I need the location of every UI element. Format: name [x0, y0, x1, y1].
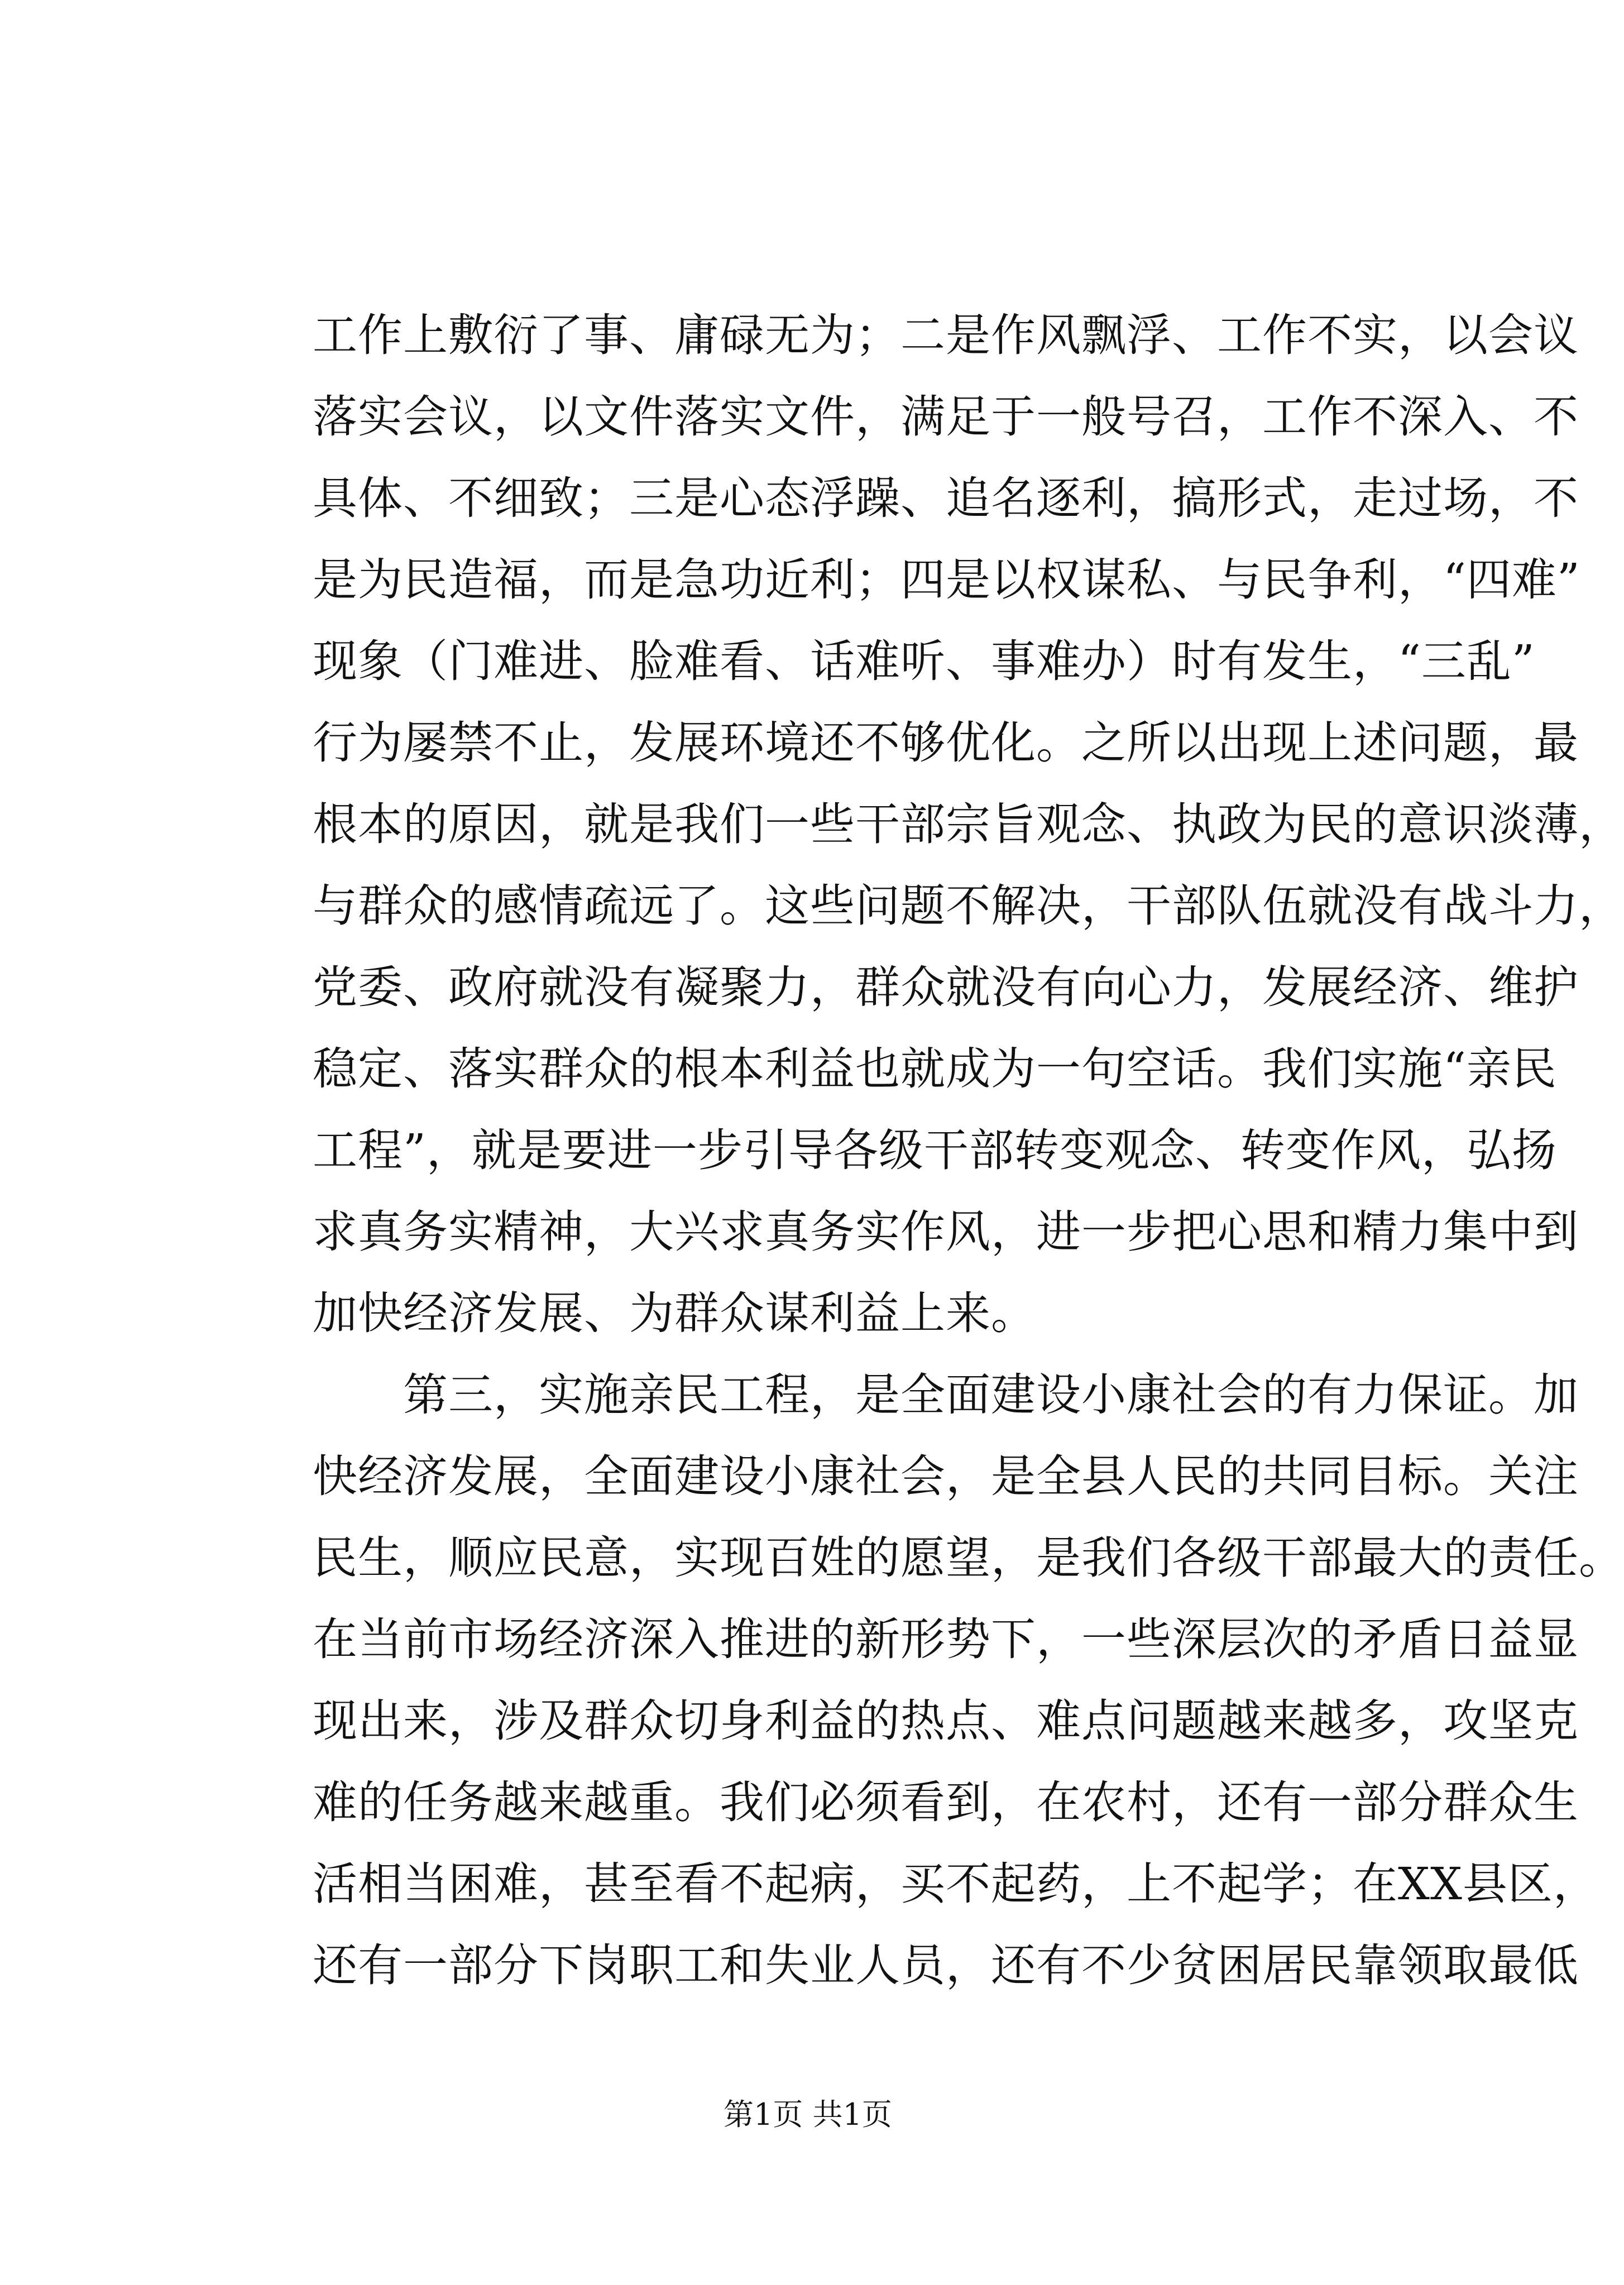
- text-line: 快经济发展，全面建设小康社会，是全县人民的共同目标。关注: [313, 1450, 1579, 1502]
- text-line: 工程”，就是要进一步引导各级干部转变观念、转变作风，弘扬: [313, 1124, 1557, 1176]
- paragraph-end-line: 加快经济发展、为群众谋利益上来。: [313, 1287, 1036, 1339]
- text-line: 具体、不细致；三是心态浮躁、追名逐利，搞形式，走过场，不: [313, 472, 1579, 524]
- text-line: 工作上敷衍了事、庸碌无为；二是作风飘浮、工作不实，以会议: [313, 309, 1579, 361]
- text-line: 民生，顺应民意，实现百姓的愿望，是我们各级干部最大的责任。: [313, 1532, 1624, 1584]
- text-line: 行为屡禁不止，发展环境还不够优化。之所以出现上述问题，最: [313, 717, 1579, 769]
- text-line: 根本的原因，就是我们一些干部宗旨观念、执政为民的意识淡薄，: [313, 798, 1624, 850]
- page-footer: 第1页 共1页: [724, 2097, 892, 2132]
- document-body: [313, 295, 1624, 2006]
- text-line: 还有一部分下岗职工和失业人员，还有不少贫困居民靠领取最低: [313, 1939, 1579, 1991]
- text-line: 与群众的感情疏远了。这些问题不解决，干部队伍就没有战斗力，: [313, 880, 1624, 932]
- text-line: 求真务实精神，大兴求真务实作风，进一步把心思和精力集中到: [313, 1206, 1579, 1258]
- text-line: 现出来，涉及群众切身利益的热点、难点问题越来越多，攻坚克: [313, 1695, 1579, 1747]
- text-line: 活相当困难，甚至看不起病，买不起药，上不起学；在XX县区，: [313, 1858, 1598, 1910]
- text-line: 党委、政府就没有凝聚力，群众就没有向心力，发展经济、维护: [313, 961, 1579, 1013]
- text-line: 难的任务越来越重。我们必须看到，在农村，还有一部分群众生: [313, 1776, 1579, 1828]
- text-line: 现象（门难进、脸难看、话难听、事难办）时有发生，“三乱”: [313, 635, 1535, 687]
- text-line: 在当前市场经济深入推进的新形势下，一些深层次的矛盾日益显: [313, 1613, 1579, 1665]
- paragraph-start-line: 第三，实施亲民工程，是全面建设小康社会的有力保证。加: [313, 1369, 1579, 1421]
- text-line: 稳定、落实群众的根本利益也就成为一句空话。我们实施“亲民: [313, 1043, 1557, 1095]
- text-line: 是为民造福，而是急功近利；四是以权谋私、与民争利，“四难”: [313, 554, 1580, 606]
- text-line: 落实会议，以文件落实文件，满足于一般号召，工作不深入、不: [313, 391, 1579, 443]
